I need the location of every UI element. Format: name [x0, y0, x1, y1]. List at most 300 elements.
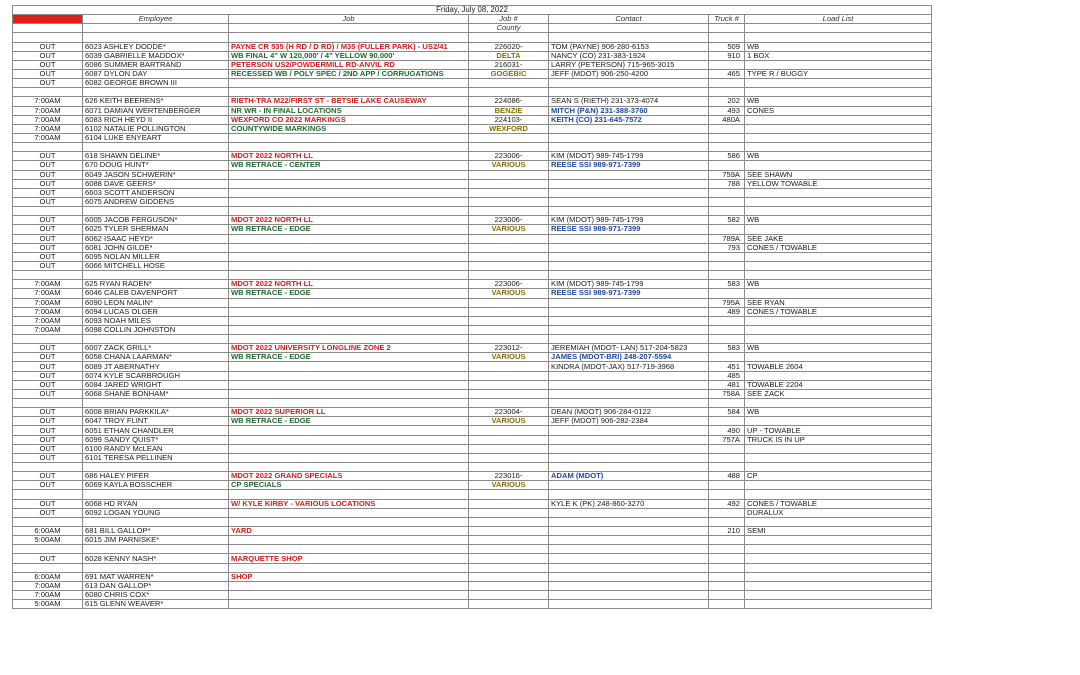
job-number-cell: 223006-	[469, 216, 549, 225]
job-number-cell	[469, 197, 549, 206]
load-list-cell: WB	[745, 344, 932, 353]
header-truck: Truck #	[709, 15, 745, 24]
job-number-cell	[469, 133, 549, 142]
truck-cell	[709, 600, 745, 609]
header-blank	[549, 24, 709, 33]
job-cell: CP SPECIALS	[229, 481, 469, 490]
load-list-cell	[745, 353, 932, 362]
employee-cell: 691 MAT WARREN*	[83, 572, 229, 581]
truck-cell: 793	[709, 243, 745, 252]
employee-cell: 613 DAN GALLOP*	[83, 581, 229, 590]
truck-cell	[709, 252, 745, 261]
contact-cell	[549, 298, 709, 307]
job-cell: MDOT 2022 NORTH LL	[229, 152, 469, 161]
truck-cell	[709, 197, 745, 206]
contact-cell: JEREMIAH (MDOT- LAN) 517-204-5823	[549, 344, 709, 353]
job-cell: WB RETRACE - EDGE	[229, 417, 469, 426]
truck-cell	[709, 316, 745, 325]
job-cell: YARD	[229, 527, 469, 536]
truck-cell	[709, 536, 745, 545]
load-list-cell: SEMI	[745, 527, 932, 536]
truck-cell: 210	[709, 527, 745, 536]
employee-cell: 6005 JACOB FERGUSON*	[83, 216, 229, 225]
table-row	[13, 444, 932, 453]
job-cell	[229, 435, 469, 444]
job-number-cell	[469, 261, 549, 270]
job-cell: MDOT 2022 NORTH LL	[229, 216, 469, 225]
employee-cell: 6039 GABRIELLE MADDOX*	[83, 51, 229, 60]
employee-cell: 6028 KENNY NASH*	[83, 554, 229, 563]
employee-cell: 6088 DAVE GEERS*	[83, 179, 229, 188]
load-list-cell: TOWABLE 2204	[745, 380, 932, 389]
job-number-cell: 224086-	[469, 97, 549, 106]
load-list-cell	[745, 600, 932, 609]
time-cell: OUT	[13, 170, 83, 179]
job-number-cell	[469, 499, 549, 508]
header-contact: Contact	[549, 15, 709, 24]
spacer-row	[13, 207, 932, 216]
job-number-cell	[469, 554, 549, 563]
employee-cell: 6069 KAYLA BOSSCHER	[83, 481, 229, 490]
truck-cell: 583	[709, 280, 745, 289]
time-cell: OUT	[13, 389, 83, 398]
contact-cell	[549, 426, 709, 435]
truck-cell: 202	[709, 97, 745, 106]
load-list-cell: WB	[745, 216, 932, 225]
contact-cell	[549, 188, 709, 197]
job-cell	[229, 243, 469, 252]
job-number-cell: 226020-	[469, 42, 549, 51]
time-cell: OUT	[13, 554, 83, 563]
load-list-cell	[745, 261, 932, 270]
job-number-cell: 223006-	[469, 280, 549, 289]
contact-cell	[549, 380, 709, 389]
time-cell: OUT	[13, 344, 83, 353]
load-list-cell: CONES / TOWABLE	[745, 499, 932, 508]
employee-cell: 6047 TROY FLINT	[83, 417, 229, 426]
truck-cell	[709, 444, 745, 453]
contact-cell: KIM (MDOT) 989-745-1799	[549, 280, 709, 289]
truck-cell	[709, 79, 745, 88]
job-cell: MDOT 2022 NORTH LL	[229, 280, 469, 289]
load-list-cell	[745, 115, 932, 124]
load-list-cell	[745, 252, 932, 261]
truck-cell: 789A	[709, 234, 745, 243]
employee-cell: 6098 COLLIN JOHNSTON	[83, 325, 229, 334]
time-cell: OUT	[13, 69, 83, 78]
employee-cell: 6084 JARED WRIGHT	[83, 380, 229, 389]
truck-cell: 759A	[709, 170, 745, 179]
time-cell: 7:00AM	[13, 591, 83, 600]
table-row	[13, 481, 932, 490]
table-row	[13, 216, 932, 225]
contact-cell	[549, 581, 709, 590]
contact-cell: KIM (MDOT) 989-745-1799	[549, 216, 709, 225]
table-row	[13, 380, 932, 389]
contact-cell	[549, 600, 709, 609]
employee-cell: 6089 JT ABERNATHY	[83, 362, 229, 371]
truck-cell	[709, 481, 745, 490]
contact-cell	[549, 508, 709, 517]
table-row	[13, 161, 932, 170]
table-row	[13, 197, 932, 206]
table-row	[13, 170, 932, 179]
job-cell	[229, 362, 469, 371]
job-number-cell	[469, 79, 549, 88]
table-row	[13, 426, 932, 435]
spacer-row	[13, 517, 932, 526]
job-number-cell: WEXFORD	[469, 124, 549, 133]
load-list-cell	[745, 188, 932, 197]
job-cell: MDOT 2022 GRAND SPECIALS	[229, 472, 469, 481]
employee-cell: 6083 RICH HEYD II	[83, 115, 229, 124]
time-cell: OUT	[13, 481, 83, 490]
contact-cell	[549, 591, 709, 600]
header-employee: Employee	[83, 15, 229, 24]
truck-cell	[709, 591, 745, 600]
job-cell	[229, 325, 469, 334]
job-cell	[229, 307, 469, 316]
table-row	[13, 371, 932, 380]
spacer-row	[13, 143, 932, 152]
job-number-cell: 223012-	[469, 344, 549, 353]
header-blank	[83, 24, 229, 33]
table-row	[13, 261, 932, 270]
employee-cell: 6090 LEON MALIN*	[83, 298, 229, 307]
load-list-cell	[745, 225, 932, 234]
time-cell: OUT	[13, 188, 83, 197]
contact-cell	[549, 481, 709, 490]
job-number-cell: VARIOUS	[469, 417, 549, 426]
time-cell: 7:00AM	[13, 106, 83, 115]
table-row	[13, 554, 932, 563]
job-cell	[229, 591, 469, 600]
contact-cell	[549, 444, 709, 453]
time-cell: OUT	[13, 453, 83, 462]
table-row	[13, 362, 932, 371]
employee-cell: 670 DOUG HUNT*	[83, 161, 229, 170]
job-cell	[229, 298, 469, 307]
job-cell	[229, 426, 469, 435]
job-number-cell	[469, 581, 549, 590]
table-row	[13, 472, 932, 481]
time-cell: OUT	[13, 417, 83, 426]
employee-cell: 6095 NOLAN MILLER	[83, 252, 229, 261]
time-cell: OUT	[13, 472, 83, 481]
contact-cell	[549, 234, 709, 243]
job-cell: NR WR - IN FINAL LOCATIONS	[229, 106, 469, 115]
truck-cell	[709, 325, 745, 334]
header-blank	[745, 24, 932, 33]
employee-cell: 6015 JIM PARNISKE*	[83, 536, 229, 545]
job-cell	[229, 536, 469, 545]
table-row	[13, 298, 932, 307]
job-number-cell	[469, 362, 549, 371]
time-cell: 6:00AM	[13, 527, 83, 536]
truck-cell	[709, 133, 745, 142]
job-cell	[229, 133, 469, 142]
job-cell: WB RETRACE - EDGE	[229, 225, 469, 234]
job-cell: RECESSED WB / POLY SPEC / 2ND APP / CORRUGATIONS	[229, 69, 469, 78]
contact-cell: MITCH (P&N) 231-388-3760	[549, 106, 709, 115]
load-list-cell	[745, 581, 932, 590]
truck-cell	[709, 508, 745, 517]
load-list-cell: YELLOW TOWABLE	[745, 179, 932, 188]
job-cell	[229, 234, 469, 243]
header-job: Job	[229, 15, 469, 24]
employee-cell: 6082 GEORGE BROWN III	[83, 79, 229, 88]
contact-cell	[549, 527, 709, 536]
header-blank	[13, 24, 83, 33]
table-row	[13, 325, 932, 334]
contact-cell: TOM (PAYNE) 906-280-6153	[549, 42, 709, 51]
employee-cell: 681 BILL GALLOP*	[83, 527, 229, 536]
table-row	[13, 234, 932, 243]
table-row	[13, 417, 932, 426]
header-row-2	[13, 24, 932, 33]
load-list-cell: WB	[745, 97, 932, 106]
job-number-cell	[469, 536, 549, 545]
contact-cell: JAMES (MDOT-BRI) 248-207-5594	[549, 353, 709, 362]
contact-cell	[549, 133, 709, 142]
contact-cell	[549, 389, 709, 398]
load-list-cell	[745, 591, 932, 600]
job-cell	[229, 261, 469, 270]
load-list-cell	[745, 60, 932, 69]
truck-cell: 481	[709, 380, 745, 389]
job-number-cell	[469, 508, 549, 517]
job-number-cell: VARIOUS	[469, 161, 549, 170]
time-cell: OUT	[13, 353, 83, 362]
truck-cell	[709, 161, 745, 170]
job-number-cell	[469, 453, 549, 462]
table-row	[13, 408, 932, 417]
load-list-cell	[745, 133, 932, 142]
employee-cell: 6062 ISAAC HEYD*	[83, 234, 229, 243]
time-cell: OUT	[13, 51, 83, 60]
truck-cell	[709, 225, 745, 234]
time-cell: OUT	[13, 197, 83, 206]
table-row	[13, 51, 932, 60]
title-row	[13, 6, 932, 15]
table-row	[13, 591, 932, 600]
table-row	[13, 527, 932, 536]
truck-cell: 758A	[709, 389, 745, 398]
spacer-row	[13, 399, 932, 408]
time-cell: OUT	[13, 380, 83, 389]
table-row	[13, 152, 932, 161]
contact-cell	[549, 261, 709, 270]
time-cell: 7:00AM	[13, 325, 83, 334]
sheet-date-title: Friday, July 08, 2022	[13, 6, 932, 15]
contact-cell	[549, 453, 709, 462]
employee-cell: 6007 ZACK GRILL*	[83, 344, 229, 353]
load-list-cell: SEE ZACK	[745, 389, 932, 398]
time-cell: OUT	[13, 444, 83, 453]
truck-cell: 584	[709, 408, 745, 417]
contact-cell: KINDRA (MDOT-JAX) 517-719-3968	[549, 362, 709, 371]
employee-cell: 6075 ANDREW GIDDENS	[83, 197, 229, 206]
job-number-cell: BENZIE	[469, 106, 549, 115]
job-cell	[229, 453, 469, 462]
time-cell: OUT	[13, 152, 83, 161]
contact-cell	[549, 243, 709, 252]
contact-cell	[549, 435, 709, 444]
load-list-cell: TYPE R / BUGGY	[745, 69, 932, 78]
truck-cell: 910	[709, 51, 745, 60]
time-cell: OUT	[13, 435, 83, 444]
job-cell	[229, 170, 469, 179]
job-cell: SHOP	[229, 572, 469, 581]
truck-cell	[709, 572, 745, 581]
table-row	[13, 106, 932, 115]
spacer-row	[13, 463, 932, 472]
truck-cell	[709, 453, 745, 462]
time-cell: OUT	[13, 243, 83, 252]
employee-cell: 6101 TERESA PELLINEN	[83, 453, 229, 462]
employee-cell: 6081 JOHN GILDE*	[83, 243, 229, 252]
load-list-cell	[745, 79, 932, 88]
employee-cell: 686 HALEY PIFER	[83, 472, 229, 481]
job-cell: WEXFORD CO 2022 MARKINGS	[229, 115, 469, 124]
load-list-cell: UP - TOWABLE	[745, 426, 932, 435]
job-cell: RIETH-TRA M22/FIRST ST - BETSIE LAKE CAUSEWAY	[229, 97, 469, 106]
table-row	[13, 252, 932, 261]
spacer-row	[13, 563, 932, 572]
truck-cell: 485	[709, 371, 745, 380]
job-cell: COUNTYWIDE MARKINGS	[229, 124, 469, 133]
job-number-cell: 216031-	[469, 60, 549, 69]
job-number-cell	[469, 243, 549, 252]
load-list-cell: WB	[745, 408, 932, 417]
header-load-list: Load List	[745, 15, 932, 24]
spacer-row	[13, 545, 932, 554]
job-number-cell: VARIOUS	[469, 481, 549, 490]
employee-cell: 6100 RANDY McLEAN	[83, 444, 229, 453]
spacer-row	[13, 88, 932, 97]
table-row	[13, 289, 932, 298]
time-cell: 7:00AM	[13, 581, 83, 590]
load-list-cell: CP	[745, 472, 932, 481]
header-job-number: Job #	[469, 15, 549, 24]
table-row	[13, 600, 932, 609]
table-row	[13, 499, 932, 508]
employee-cell: 6086 SUMMER BARTRAND	[83, 60, 229, 69]
contact-cell	[549, 325, 709, 334]
load-list-cell: SEE JAKE	[745, 234, 932, 243]
time-cell: OUT	[13, 362, 83, 371]
truck-cell: 492	[709, 499, 745, 508]
truck-cell	[709, 417, 745, 426]
contact-cell: KEITH (CO) 231-645-7572	[549, 115, 709, 124]
contact-cell: REESE SSI 989-971-7399	[549, 161, 709, 170]
contact-cell: LARRY (PETERSON) 715-965-3015	[549, 60, 709, 69]
job-number-cell	[469, 435, 549, 444]
truck-cell	[709, 124, 745, 133]
employee-cell: 6094 LUCAS OLGER	[83, 307, 229, 316]
table-row	[13, 572, 932, 581]
job-cell	[229, 188, 469, 197]
spacer-row	[13, 335, 932, 344]
truck-cell: 586	[709, 152, 745, 161]
table-row	[13, 581, 932, 590]
job-cell: PAYNE CR 535 (H RD / D RD) / M35 (FULLER PARK) - US2/41	[229, 42, 469, 51]
job-number-cell	[469, 325, 549, 334]
truck-cell: 489	[709, 307, 745, 316]
load-list-cell: CONES	[745, 106, 932, 115]
time-cell: 5:00AM	[13, 600, 83, 609]
truck-cell: 490	[709, 426, 745, 435]
table-row	[13, 316, 932, 325]
employee-cell: 625 RYAN RADEN*	[83, 280, 229, 289]
load-list-cell	[745, 444, 932, 453]
load-list-cell: TRUCK IS IN UP	[745, 435, 932, 444]
truck-cell: 509	[709, 42, 745, 51]
contact-cell	[549, 316, 709, 325]
job-number-cell	[469, 444, 549, 453]
job-cell: MDOT 2022 UNIVERSITY LONGLINE ZONE 2	[229, 344, 469, 353]
employee-cell: 618 SHAWN DELINE*	[83, 152, 229, 161]
job-cell: WB RETRACE - CENTER	[229, 161, 469, 170]
time-cell: 7:00AM	[13, 307, 83, 316]
job-number-cell	[469, 234, 549, 243]
employee-cell: 6046 CALEB DAVENPORT	[83, 289, 229, 298]
employee-cell: 6104 LUKE ENYEART	[83, 133, 229, 142]
job-number-cell	[469, 316, 549, 325]
time-cell: OUT	[13, 225, 83, 234]
table-row	[13, 97, 932, 106]
load-list-cell	[745, 371, 932, 380]
job-number-cell	[469, 298, 549, 307]
employee-cell: 6068 HD RYAN	[83, 499, 229, 508]
job-cell	[229, 581, 469, 590]
truck-cell: 788	[709, 179, 745, 188]
table-row	[13, 307, 932, 316]
truck-cell: 583	[709, 344, 745, 353]
job-number-cell	[469, 426, 549, 435]
load-list-cell	[745, 124, 932, 133]
time-cell: 7:00AM	[13, 280, 83, 289]
time-cell: OUT	[13, 79, 83, 88]
job-number-cell	[469, 591, 549, 600]
time-cell: 7:00AM	[13, 133, 83, 142]
truck-cell	[709, 581, 745, 590]
table-row	[13, 115, 932, 124]
contact-cell	[549, 371, 709, 380]
time-cell: OUT	[13, 261, 83, 270]
job-cell: W/ KYLE KIRBY - VARIOUS LOCATIONS	[229, 499, 469, 508]
load-list-cell	[745, 453, 932, 462]
time-cell: 7:00AM	[13, 298, 83, 307]
time-cell: OUT	[13, 234, 83, 243]
employee-cell: 6093 NOAH MILES	[83, 316, 229, 325]
employee-cell: 6058 CHANA LAARMAN*	[83, 353, 229, 362]
job-cell	[229, 444, 469, 453]
table-row	[13, 179, 932, 188]
contact-cell	[549, 79, 709, 88]
time-cell: OUT	[13, 60, 83, 69]
load-list-cell: SEE SHAWN	[745, 170, 932, 179]
table-row	[13, 536, 932, 545]
spacer-row	[13, 271, 932, 280]
table-row	[13, 69, 932, 78]
time-cell: 6:00AM	[13, 572, 83, 581]
truck-cell	[709, 60, 745, 69]
time-cell: 7:00AM	[13, 97, 83, 106]
contact-cell	[549, 197, 709, 206]
employee-cell: 6051 ETHAN CHANDLER	[83, 426, 229, 435]
job-number-cell: 224103-	[469, 115, 549, 124]
